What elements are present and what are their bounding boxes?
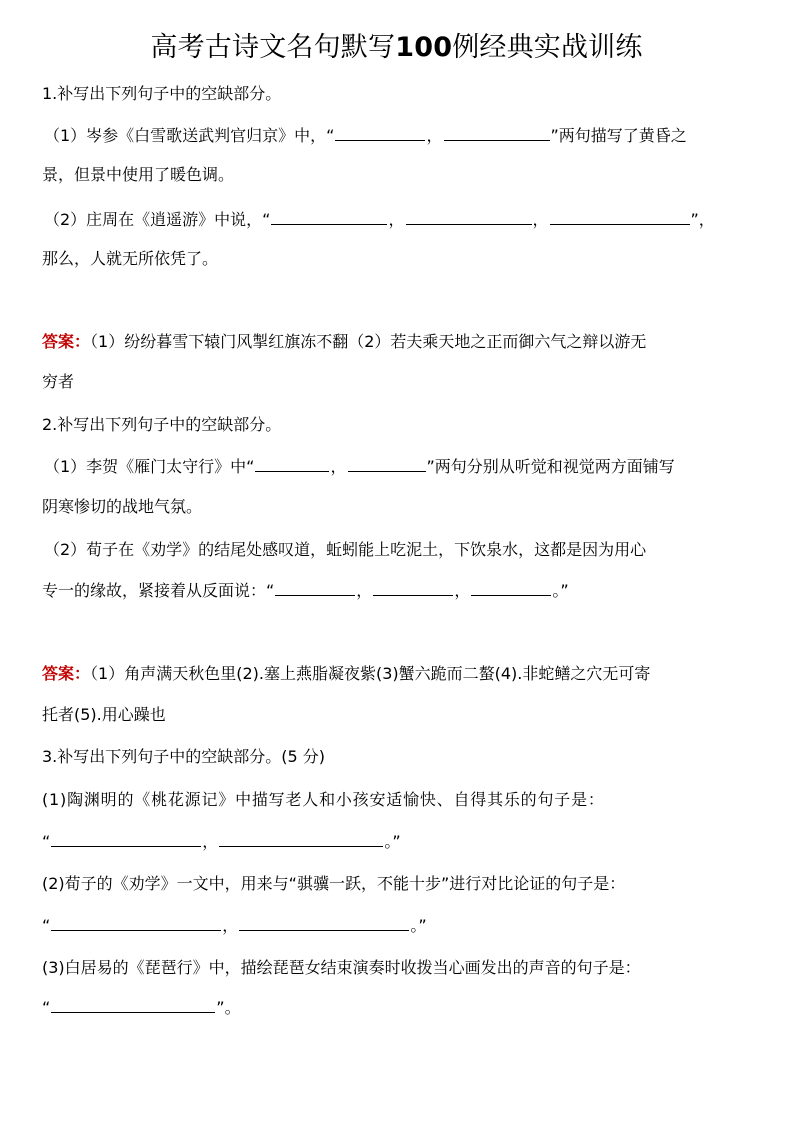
q1-part1-line1 <box>44 124 759 148</box>
q2-part1-line1 <box>44 455 759 479</box>
q2-part2-text-b: 。” <box>552 581 569 600</box>
q3-part2-line2 <box>42 914 757 938</box>
q3-part1-line1 <box>42 788 757 812</box>
q2-part2-text-a: 专一的缘故，紧接着从反面说：“ <box>42 581 275 600</box>
q2-part1-sep: ， <box>330 457 347 476</box>
q1-part2-line2 <box>42 247 757 271</box>
q1-part1-text-b: ”两句描写了黄昏之 <box>550 126 687 145</box>
q3-heading-text: 3.补写出下列句子中的空缺部分。(5 分) <box>42 747 326 766</box>
q3-part3-open-quote: “ <box>42 998 51 1017</box>
q1-blank-3[interactable] <box>271 208 387 225</box>
document-title <box>0 28 793 68</box>
q3-part3-line1 <box>42 956 757 980</box>
title-prefix: 高考古诗文名句默写 <box>150 32 396 63</box>
q2-answer-text: （1）角声满天秋色里(2).塞上燕脂凝夜紫(3)蟹六跪而二螯(4).非蛇鳝之穴无可寄 <box>90 664 651 683</box>
q1-heading-text: 1.补写出下列句子中的空缺部分。 <box>42 84 282 103</box>
q3-part1-open-quote: “ <box>42 832 51 851</box>
q3-part2-line1-text: (2)荀子的《劝学》一文中，用来与“骐骥一跃，不能十步”进行对比论证的句子是： <box>42 874 626 893</box>
q2-blank-5[interactable] <box>471 579 551 596</box>
q2-heading <box>42 413 757 437</box>
q1-part1-sep: ， <box>426 126 443 145</box>
q3-blank-4[interactable] <box>239 914 409 931</box>
q2-answer-line1 <box>42 662 757 686</box>
title-suffix: 例经典实战训练 <box>452 32 643 63</box>
q3-part2-line1 <box>42 872 757 896</box>
q3-blank-5[interactable] <box>51 996 215 1013</box>
q2-answer-text-cont: 托者(5).用心躁也 <box>42 705 166 724</box>
q2-part1-text-b: ”两句分别从听觉和视觉两方面铺写 <box>426 457 675 476</box>
q1-answer-text-cont: 穷者 <box>42 372 75 391</box>
q1-answer-label: 答案： <box>42 332 91 351</box>
q2-answer-line2 <box>42 703 757 727</box>
q3-part3-line2 <box>42 996 757 1020</box>
q1-part2-sep1: ， <box>388 210 405 229</box>
q2-blank-3[interactable] <box>275 579 355 596</box>
q2-part2-sep2: ， <box>454 581 471 600</box>
q1-blank-5[interactable] <box>550 208 690 225</box>
q2-part2-line2 <box>42 579 757 603</box>
q2-part2-line1 <box>44 538 759 562</box>
q3-part1-line2 <box>42 830 757 854</box>
q1-part2-text-b: ”， <box>690 210 715 229</box>
q3-blank-1[interactable] <box>51 830 201 847</box>
q1-part2-line1 <box>44 208 759 232</box>
q3-blank-3[interactable] <box>51 914 221 931</box>
q2-part2-line1-text: （2）荀子在《劝学》的结尾处感叹道，蚯蚓能上吃泥土，下饮泉水，这都是因为用心 <box>44 540 647 559</box>
q2-blank-1[interactable] <box>255 455 329 472</box>
q1-answer-line2 <box>42 370 757 394</box>
q1-blank-2[interactable] <box>444 124 550 141</box>
q1-part1-text-a: （1）岑参《白雪歌送武判官归京》中，“ <box>44 126 335 145</box>
q1-part1-line2-text: 景，但景中使用了暖色调。 <box>42 165 235 184</box>
q2-part2-sep1: ， <box>356 581 373 600</box>
q2-blank-2[interactable] <box>348 455 426 472</box>
q1-heading <box>42 82 757 106</box>
q2-heading-text: 2.补写出下列句子中的空缺部分。 <box>42 415 282 434</box>
q3-part2-close-quote: 。” <box>410 916 427 935</box>
q1-part2-text-a: （2）庄周在《逍遥游》中说，“ <box>44 210 271 229</box>
q3-part3-line1-text: (3)白居易的《琵琶行》中，描绘琵琶女结束演奏时收拨当心画发出的声音的句子是： <box>42 958 641 977</box>
q3-part2-open-quote: “ <box>42 916 51 935</box>
q1-blank-4[interactable] <box>406 208 532 225</box>
q1-answer-line1 <box>42 330 757 354</box>
q3-part3-close-quote: ”。 <box>216 998 241 1017</box>
q1-answer-text: （1）纷纷暮雪下辕门风掣红旗冻不翻（2）若夫乘天地之正而御六气之辩以游无 <box>90 332 647 351</box>
q2-part1-line2 <box>42 495 757 519</box>
q3-part1-line1-text: (1)陶渊明的《桃花源记》中描写老人和小孩安适愉快、自得其乐的句子是： <box>42 790 605 809</box>
q2-blank-4[interactable] <box>373 579 453 596</box>
q3-part2-sep: ， <box>222 916 239 935</box>
q1-part2-line2-text: 那么，人就无所依凭了。 <box>42 249 219 268</box>
q1-part1-line2 <box>42 163 757 187</box>
q3-part1-sep: ， <box>202 832 219 851</box>
q3-heading <box>42 745 757 769</box>
q3-part1-close-quote: 。” <box>384 832 401 851</box>
q2-part1-text-a: （1）李贺《雁门太守行》中“ <box>44 457 255 476</box>
q3-blank-2[interactable] <box>219 830 383 847</box>
q2-answer-label: 答案： <box>42 664 91 683</box>
q1-part2-sep2: ， <box>532 210 549 229</box>
q2-part1-line2-text: 阴寒惨切的战地气氛。 <box>42 497 203 516</box>
q1-blank-1[interactable] <box>335 124 425 141</box>
title-number: 100 <box>395 32 453 63</box>
